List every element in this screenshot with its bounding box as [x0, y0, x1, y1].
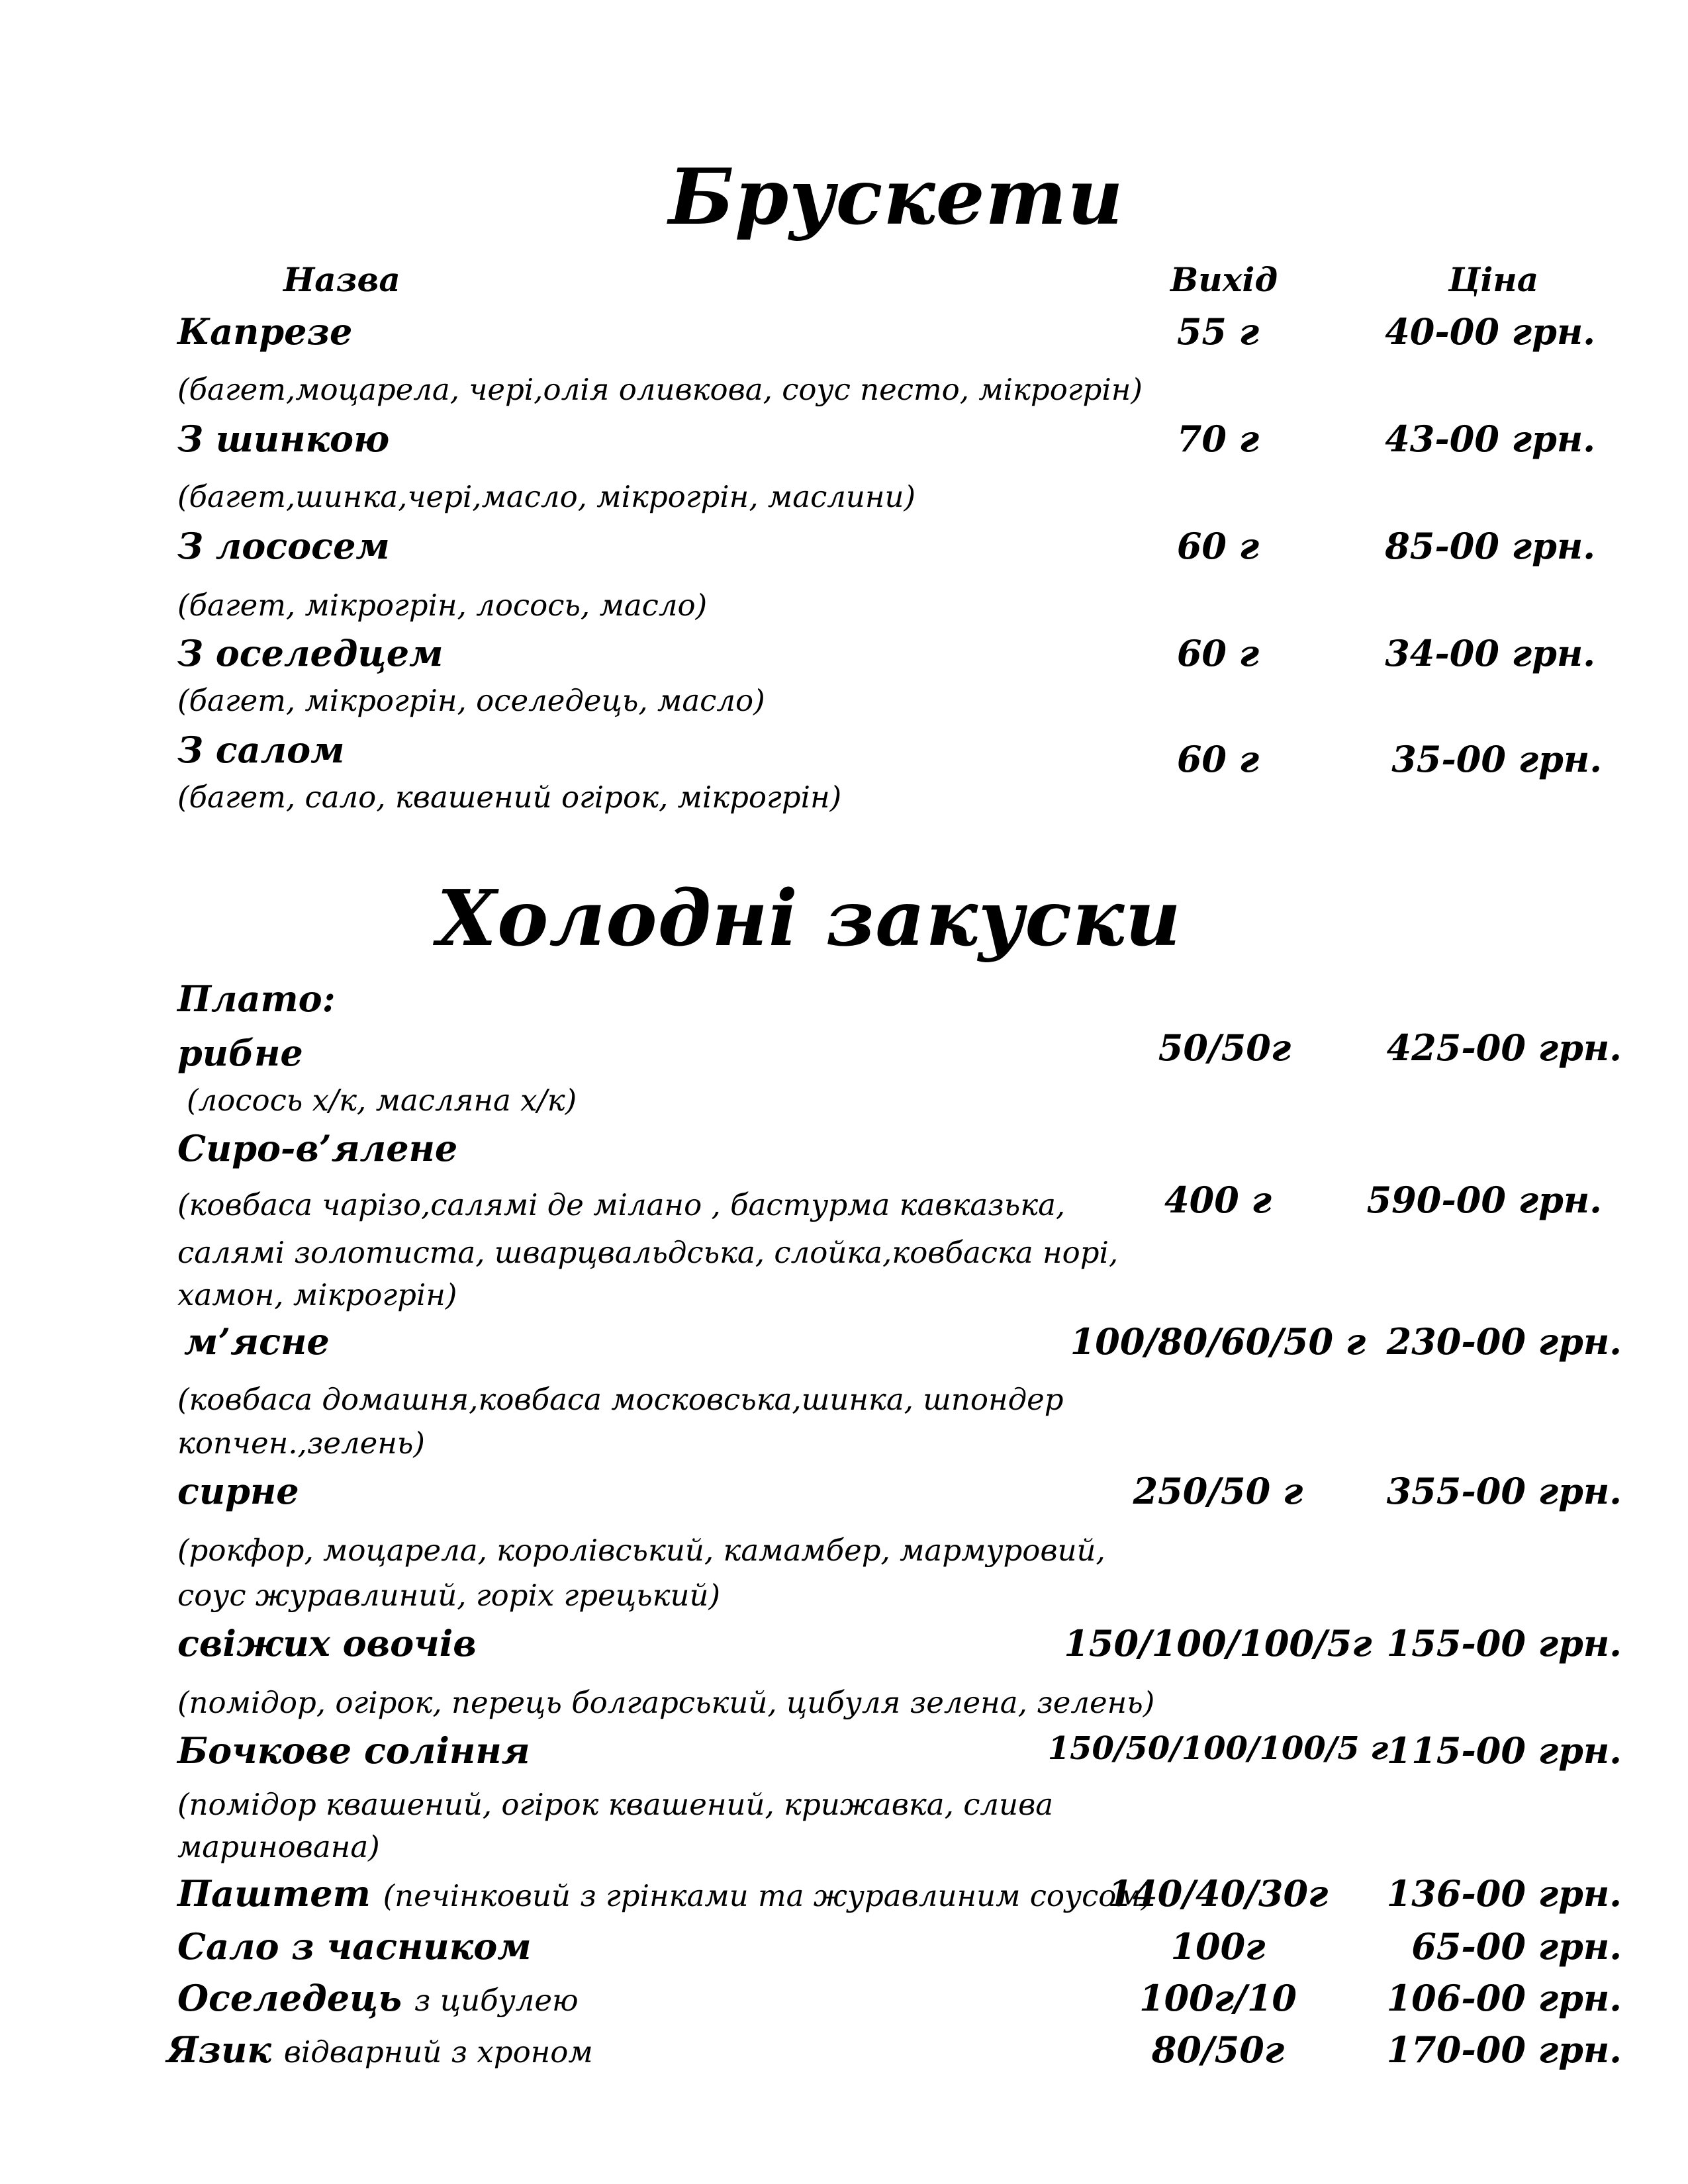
menu-item-name: м’ясне [184, 1320, 330, 1363]
menu-item-yield: 70 г [1176, 418, 1260, 460]
menu-item-description: (рокфор, моцарела, королівський, камамбер, мармуровий, [177, 1533, 1105, 1568]
menu-item-name: Сало з часником [177, 1925, 532, 1968]
menu-item-yield: 140/40/30г [1107, 1872, 1329, 1915]
menu-item-price: 85-00 грн. [1385, 525, 1595, 567]
menu-item-description: маринована) [177, 1829, 380, 1864]
menu-item-name: свіжих овочів [177, 1622, 477, 1664]
column-header-price: Ціна [1448, 260, 1539, 299]
menu-item-name: З оселедцем [177, 632, 444, 674]
menu-item-name [177, 1872, 1153, 1915]
menu-item-description: (ковбаса домашня,ковбаса московська,шинка, шпондер [177, 1382, 1064, 1417]
menu-item-description: (багет, мікрогрін, оселедець, масло) [177, 683, 765, 718]
menu-item-description: салямі золотиста, шварцвальдська, слойка,ковбаска норі, [177, 1235, 1119, 1270]
menu-item-yield: 400 г [1164, 1179, 1272, 1221]
menu-item-yield: 60 г [1176, 738, 1260, 780]
menu-item-name: Сиро-в’ялене [177, 1127, 458, 1169]
menu-item-price: 170-00 грн. [1386, 2028, 1622, 2071]
menu-item-name: рибне [177, 1032, 303, 1074]
menu-item-description: хамон, мікрогрін) [177, 1277, 457, 1312]
menu-item-yield: 80/50г [1151, 2028, 1285, 2071]
menu-item-yield: 60 г [1176, 632, 1260, 674]
menu-item-name: Бочкове соління [177, 1729, 530, 1772]
menu-item-description: (багет,моцарела, чері,олія оливкова, соус песто, мікрогрін) [177, 372, 1143, 407]
plato-label: Плато: [177, 978, 336, 1020]
menu-item-inline-description: з цибулею [414, 1983, 579, 2018]
menu-item-price: 65-00 грн. [1411, 1925, 1622, 1968]
menu-item-name: Капрезе [177, 310, 353, 353]
menu-item-price: 425-00 грн. [1386, 1026, 1622, 1069]
menu-item-yield: 50/50г [1158, 1026, 1291, 1069]
menu-item-price: 43-00 грн. [1385, 418, 1595, 460]
section-title-cold-appetizers: Холодні закуски [437, 874, 1182, 964]
menu-item-price: 230-00 грн. [1386, 1320, 1622, 1363]
menu-item-yield: 100г/10 [1139, 1977, 1297, 2019]
menu-item-price: 590-00 грн. [1366, 1179, 1602, 1221]
menu-item-name-text: Оселедець [177, 1977, 402, 2019]
menu-item-description: соус журавлиний, горіх грецький) [177, 1578, 721, 1613]
section-title-bruschetta: Брускети [669, 152, 1124, 242]
menu-item-description: (багет,шинка,чері,масло, мікрогрін, маслини) [177, 479, 916, 514]
menu-item-name: З лососем [177, 525, 390, 567]
menu-item-price: 155-00 грн. [1386, 1622, 1622, 1664]
menu-item-price: 136-00 грн. [1386, 1872, 1622, 1915]
menu-item-description: (помідор, огірок, перець болгарський, цибуля зелена, зелень) [177, 1685, 1155, 1720]
menu-item-yield: 100/80/60/50 г [1070, 1320, 1366, 1363]
menu-item-price: 106-00 грн. [1386, 1977, 1622, 2019]
menu-item-yield: 150/50/100/100/5 г [1047, 1730, 1389, 1767]
menu-item-name [177, 1977, 579, 2019]
menu-item-yield: 150/100/100/5г [1064, 1622, 1372, 1664]
menu-item-price: 115-00 грн. [1386, 1729, 1622, 1772]
menu-item-price: 355-00 грн. [1386, 1470, 1622, 1512]
menu-item-inline-description: відварний з хроном [283, 2034, 593, 2070]
menu-item-price: 34-00 грн. [1385, 632, 1595, 674]
menu-item-description: копчен.,зелень) [177, 1426, 425, 1461]
menu-item-inline-description: (печінковий з грінками та журавлиним соусом) [383, 1878, 1153, 1913]
menu-item-yield: 100г [1170, 1925, 1266, 1968]
menu-item-yield: 55 г [1176, 310, 1260, 353]
column-header-yield: Вихід [1170, 260, 1278, 299]
column-header-name: Назва [283, 260, 400, 299]
menu-item-yield: 250/50 г [1133, 1470, 1303, 1512]
menu-item-name-text: Язик [167, 2028, 271, 2071]
menu-item-description: (багет, сало, квашений огірок, мікрогрін) [177, 780, 842, 815]
menu-item-price: 35-00 грн. [1391, 738, 1602, 780]
menu-item-name-text: Паштет [177, 1872, 371, 1915]
menu-item-description: (ковбаса чарізо,салямі де мілано , бастурма кавказька, [177, 1187, 1066, 1222]
menu-item-name [167, 2028, 593, 2071]
menu-item-description: (багет, мікрогрін, лосось, масло) [177, 588, 708, 623]
menu-item-description: (помідор квашений, огірок квашений, крижавка, слива [177, 1787, 1054, 1822]
menu-item-name: З салом [177, 729, 345, 771]
menu-item-description: (лосось х/к, масляна х/к) [187, 1083, 577, 1118]
menu-item-name: З шинкою [177, 418, 390, 460]
menu-item-name: сирне [177, 1470, 299, 1512]
menu-item-yield: 60 г [1176, 525, 1260, 567]
menu-item-price: 40-00 грн. [1385, 310, 1595, 353]
